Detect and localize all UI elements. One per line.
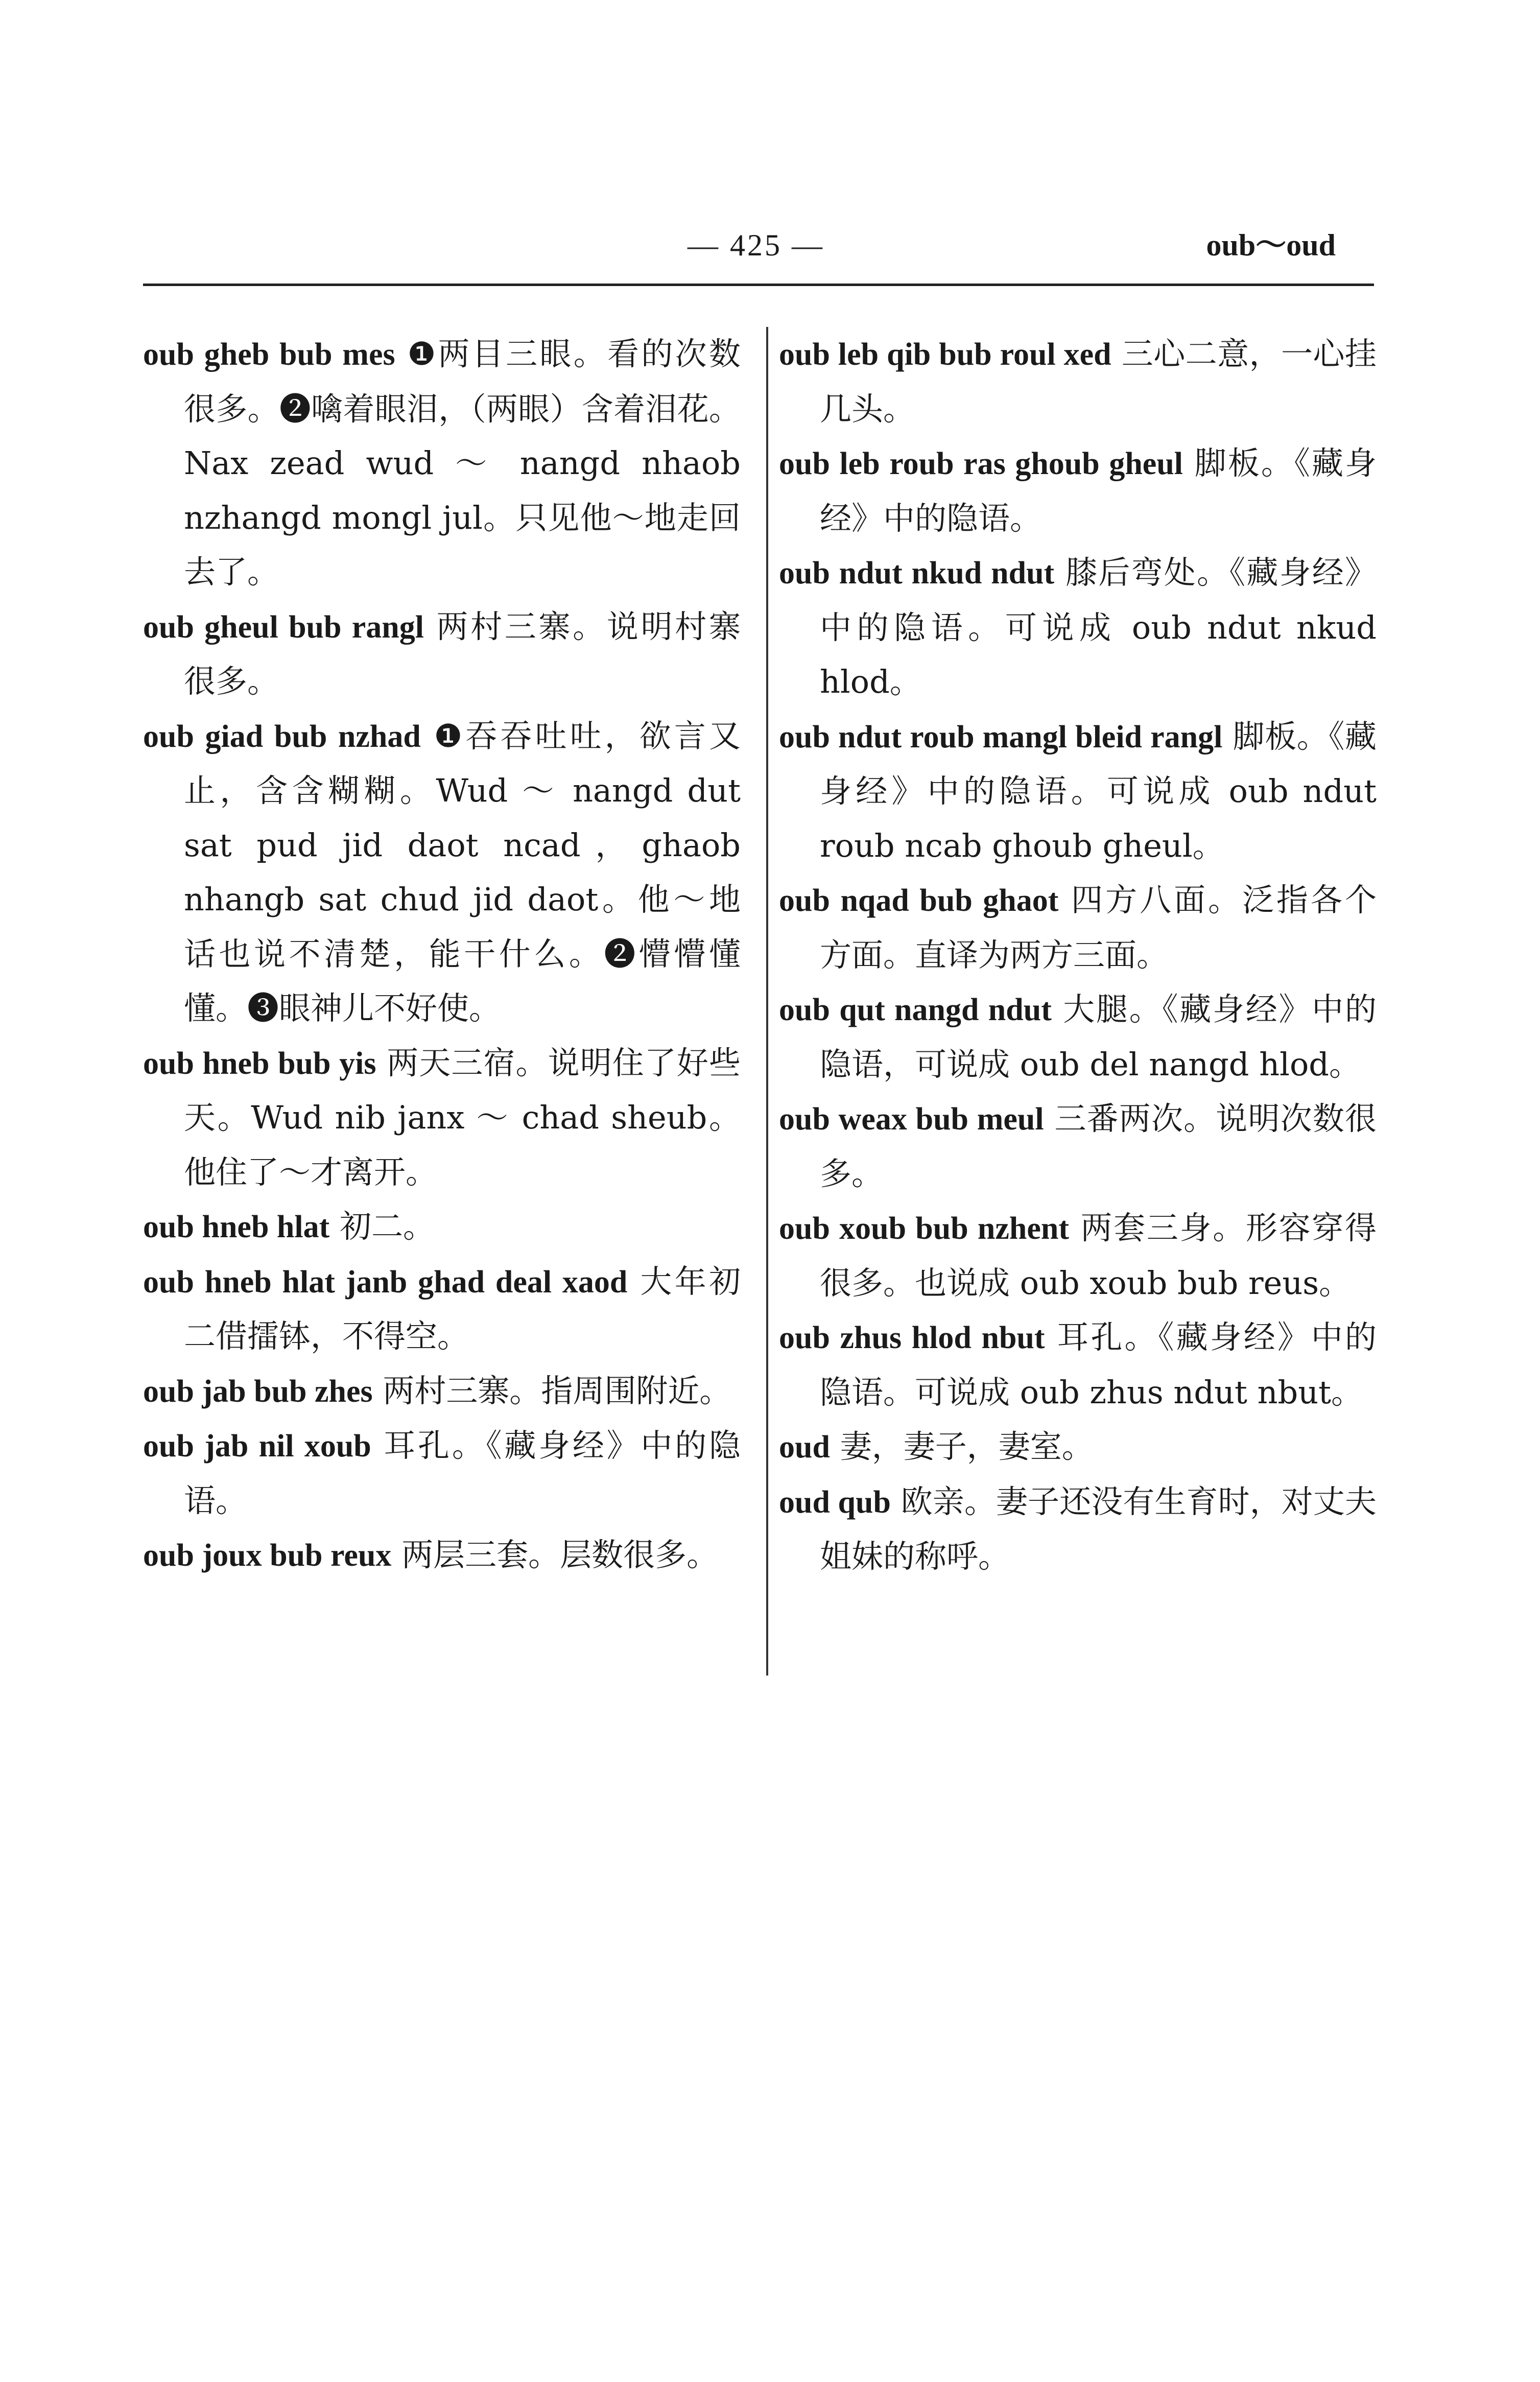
dictionary-entry xyxy=(779,546,1377,710)
entry-headword: oub ndut roub mangl bleid rangl xyxy=(779,719,1223,754)
entry-definition: 两村三寨。说明村寨很多。 xyxy=(184,607,741,700)
dictionary-entry xyxy=(143,1419,741,1528)
dictionary-entry xyxy=(779,1420,1377,1475)
entry-headword: oub nqad bub ghaot xyxy=(779,883,1059,918)
entry-definition: ❶吞吞吐吐，欲言又止，含含糊糊。Wud ～ nangd dut sat pud jid daot ncad，ghaob nhangb sat chud jid daot。他～地话也说不清楚，能干什么。❷懵懵懂懂。❸眼神儿不好使。 xyxy=(184,717,741,1027)
entry-definition: 两天三宿。说明住了好些天。Wud nib janx ～ chad sheub。他住了～才离开。 xyxy=(184,1044,741,1191)
entry-headword: oub zhus hlod nbut xyxy=(779,1320,1045,1355)
dictionary-entry xyxy=(143,327,741,600)
entry-definition: 脚板。《藏身经》中的隐语。 xyxy=(820,444,1377,537)
entry-headword: oub leb roub ras ghoub gheul xyxy=(779,446,1183,481)
entry-headword: oub ndut nkud ndut xyxy=(779,556,1055,591)
dictionary-entry xyxy=(779,982,1377,1092)
entry-definition: 耳孔。《藏身经》中的隐语。 xyxy=(184,1427,741,1519)
entry-definition: 三心二意，一心挂几头。 xyxy=(820,335,1377,428)
dictionary-entry xyxy=(779,1201,1377,1310)
entry-headword: oub xoub bub nzhent xyxy=(779,1211,1070,1246)
entry-headword: oud qub xyxy=(779,1484,891,1520)
dictionary-entry xyxy=(143,1036,741,1200)
dictionary-entry xyxy=(143,1255,741,1364)
entry-headword: oub jab nil xoub xyxy=(143,1429,371,1464)
entry-headword: oub hneb hlat xyxy=(143,1210,330,1244)
entry-definition: 两套三身。形容穿得很多。也说成 oub xoub bub reus。 xyxy=(820,1209,1377,1302)
entry-definition: 妻，妻子，妻室。 xyxy=(840,1428,1094,1465)
entry-definition: 膝后弯处。《藏身经》中的隐语。可说成 oub ndut nkud hlod。 xyxy=(820,554,1377,700)
dictionary-entry xyxy=(779,873,1377,982)
dictionary-entry xyxy=(143,1528,741,1583)
entry-headword: oud xyxy=(779,1430,830,1465)
entry-definition: 脚板。《藏身经》中的隐语。可说成 oub ndut roub ncab ghoub gheul。 xyxy=(820,717,1377,864)
entry-headword: oub joux bub reux xyxy=(143,1538,392,1573)
dictionary-entry xyxy=(143,709,741,1036)
entry-definition: 耳孔。《藏身经》中的隐语。可说成 oub zhus ndut nbut。 xyxy=(820,1318,1377,1411)
dictionary-entry xyxy=(143,1199,741,1255)
entry-headword: oub hneb hlat janb ghad deal xaod xyxy=(143,1264,628,1300)
page-number: — 425 — xyxy=(688,228,824,262)
dictionary-entry xyxy=(779,710,1377,874)
dictionary-entry xyxy=(779,327,1377,436)
entry-definition: 三番两次。说明次数很多。 xyxy=(820,1100,1377,1192)
dictionary-entry xyxy=(143,1364,741,1419)
entry-definition: 四方八面。泛指各个方面。直译为两方三面。 xyxy=(820,881,1377,974)
dictionary-entry xyxy=(779,1092,1377,1201)
entry-definition: 两村三寨。指周围附近。 xyxy=(383,1372,731,1409)
dictionary-entry xyxy=(143,600,741,709)
entry-definition: 欧亲。妻子还没有生育时，对丈夫姐妹的称呼。 xyxy=(820,1482,1377,1575)
header-range: oub～oud xyxy=(1206,228,1336,262)
entry-headword: oub giad bub nzhad xyxy=(143,719,421,754)
right-column xyxy=(779,327,1377,1584)
dictionary-entry xyxy=(779,1475,1377,1584)
entry-headword: oub gheul bub rangl xyxy=(143,609,424,645)
left-column xyxy=(143,327,741,1583)
entry-headword: oub gheb bub mes xyxy=(143,337,395,372)
entry-definition: 大腿。《藏身经》中的隐语，可说成 oub del nangd hlod。 xyxy=(820,990,1377,1083)
entry-definition: 大年初二借擂钵，不得空。 xyxy=(184,1262,741,1355)
entry-definition: 初二。 xyxy=(340,1208,435,1245)
header-rule xyxy=(143,284,1374,286)
column-divider xyxy=(766,327,768,1676)
entry-headword: oub weax bub meul xyxy=(779,1102,1044,1137)
entry-definition: 两层三套。层数很多。 xyxy=(401,1536,719,1573)
dictionary-entry xyxy=(779,1310,1377,1420)
entry-definition: ❶两目三眼。看的次数很多。❷噙着眼泪，（两眼）含着泪花。Nax zead wud ～ nangd nhaob nzhangd mongl jul。只见他～地走回去了。 xyxy=(184,335,741,591)
dictionary-entry xyxy=(779,436,1377,546)
entry-headword: oub qut nangd ndut xyxy=(779,993,1052,1027)
entry-headword: oub hneb bub yis xyxy=(143,1046,376,1081)
entry-headword: oub leb qib bub roul xed xyxy=(779,337,1111,372)
entry-headword: oub jab bub zhes xyxy=(143,1374,373,1409)
